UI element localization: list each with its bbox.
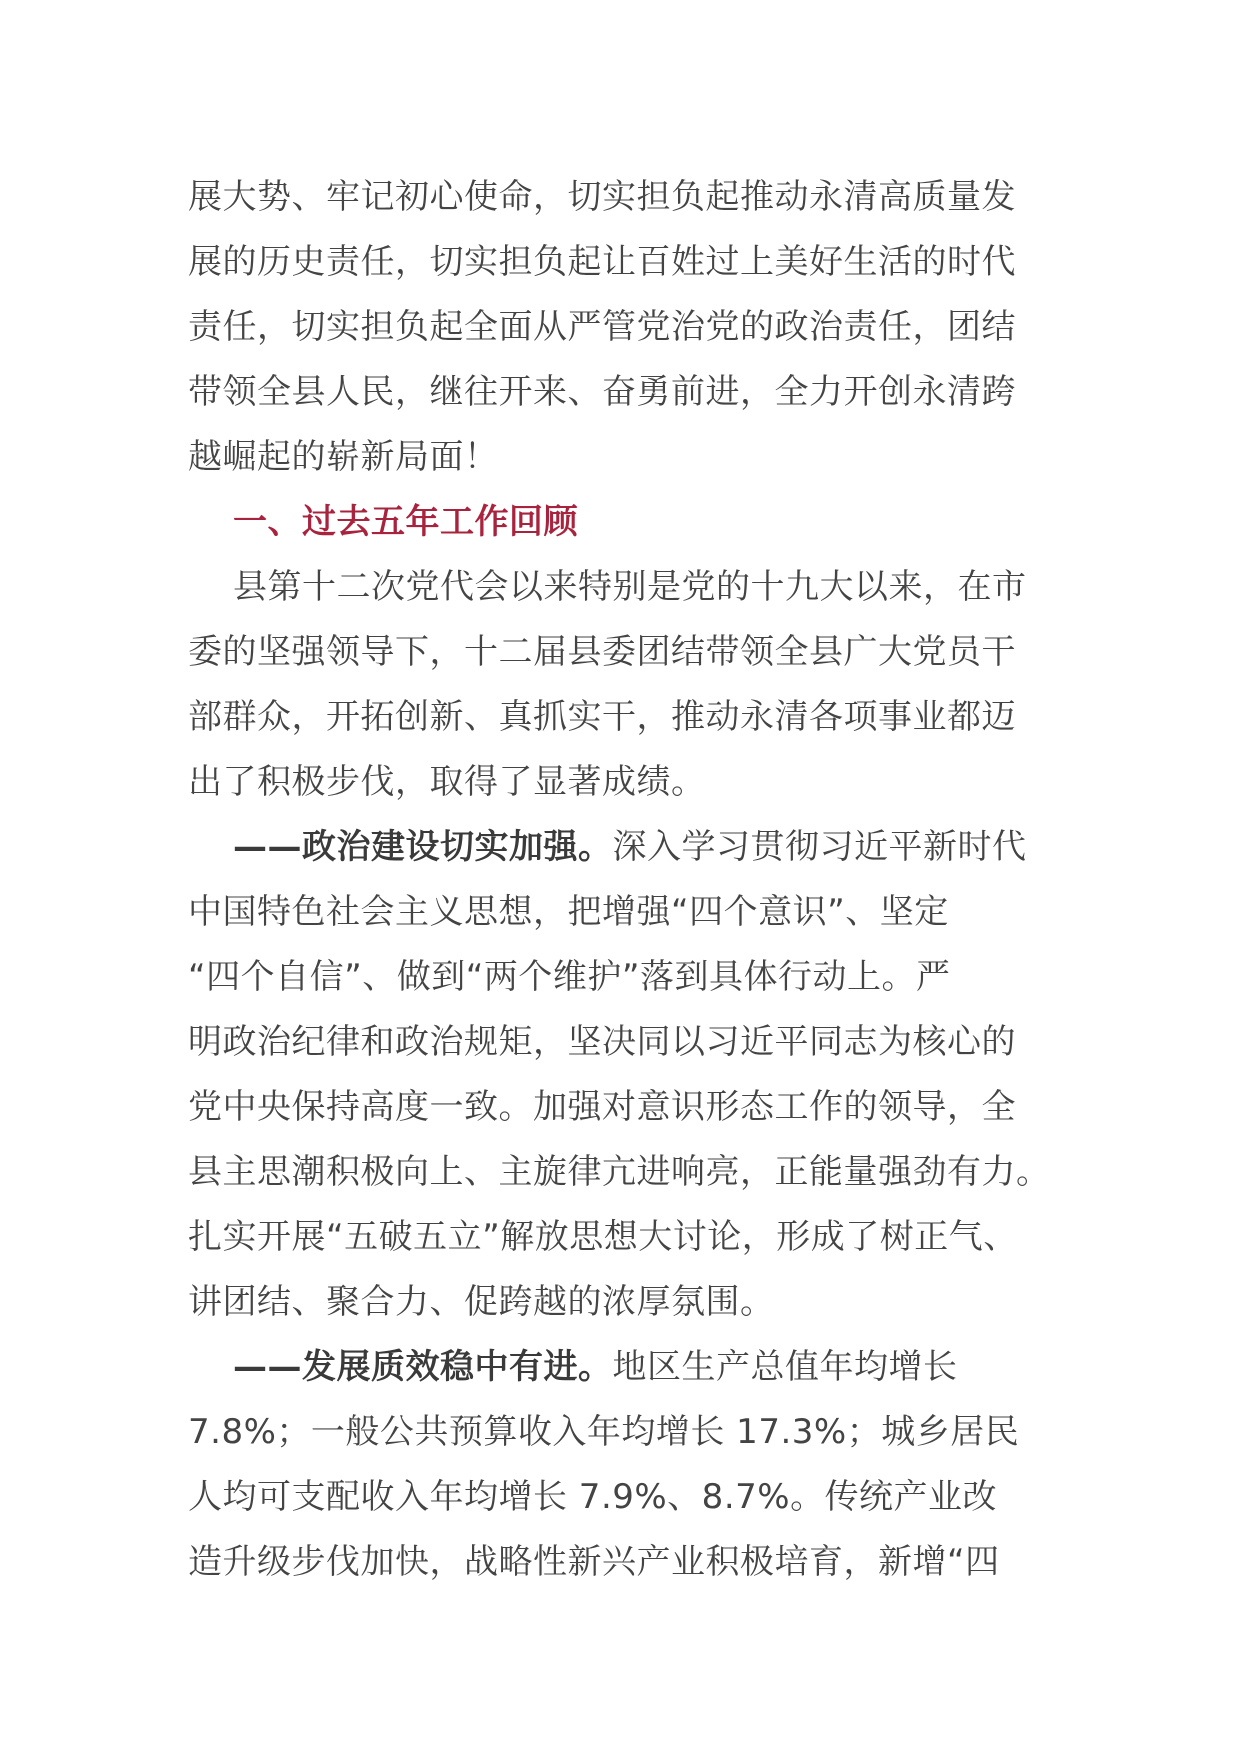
- intro-line: 县第十二次党代会以来特别是党的十九大以来，在市: [233, 567, 1027, 607]
- politics-line: “四个自信”、做到“两个维护”落到具体行动上。严: [188, 957, 951, 997]
- development-line: 7.8%；一般公共预算收入年均增长 17.3%；城乡居民: [188, 1412, 1020, 1452]
- development-lead: ——发展质效稳中有进。: [233, 1347, 613, 1387]
- politics-line: 讲团结、聚合力、促跨越的浓厚氛围。: [188, 1282, 775, 1322]
- section-heading: 一、过去五年工作回顾: [233, 502, 578, 542]
- development-paragraph-first-line: [188, 1335, 1068, 1400]
- body-line: 展大势、牢记初心使命，切实担负起推动永清高质量发: [188, 177, 1016, 217]
- development-first-rest: 地区生产总值年均增长: [612, 1347, 958, 1387]
- politics-line: 中国特色社会主义思想，把增强“四个意识”、坚定: [188, 892, 949, 932]
- intro-line: 出了积极步伐，取得了显著成绩。: [188, 762, 706, 802]
- politics-line: 明政治纪律和政治规矩，坚决同以习近平同志为核心的: [188, 1022, 1016, 1062]
- body-line: 越崛起的崭新局面！: [188, 437, 499, 477]
- politics-line: 扎实开展“五破五立”解放思想大讨论，形成了树正气、: [188, 1217, 1018, 1257]
- document-page: [188, 165, 1068, 1595]
- intro-line: 委的坚强领导下，十二届县委团结带领全县广大党员干: [188, 632, 1016, 672]
- politics-lead: ——政治建设切实加强。: [233, 827, 613, 867]
- body-line: 责任，切实担负起全面从严管党治党的政治责任，团结: [188, 307, 1016, 347]
- body-line: 展的历史责任，切实担负起让百姓过上美好生活的时代: [188, 242, 1016, 282]
- politics-paragraph-first-line: [188, 815, 1068, 880]
- politics-first-rest: 深入学习贯彻习近平新时代: [612, 827, 1027, 867]
- politics-line: 县主思潮积极向上、主旋律亢进响亮，正能量强劲有力。: [188, 1152, 1051, 1192]
- development-line: 造升级步伐加快，战略性新兴产业积极培育，新增“四: [188, 1542, 1000, 1582]
- intro-line: 部群众，开拓创新、真抓实干，推动永清各项事业都迈: [188, 697, 1016, 737]
- development-line: 人均可支配收入年均增长 7.9%、8.7%。传统产业改: [188, 1477, 998, 1517]
- body-line: 带领全县人民，继往开来、奋勇前进，全力开创永清跨: [188, 372, 1016, 412]
- politics-line: 党中央保持高度一致。加强对意识形态工作的领导，全: [188, 1087, 1016, 1127]
